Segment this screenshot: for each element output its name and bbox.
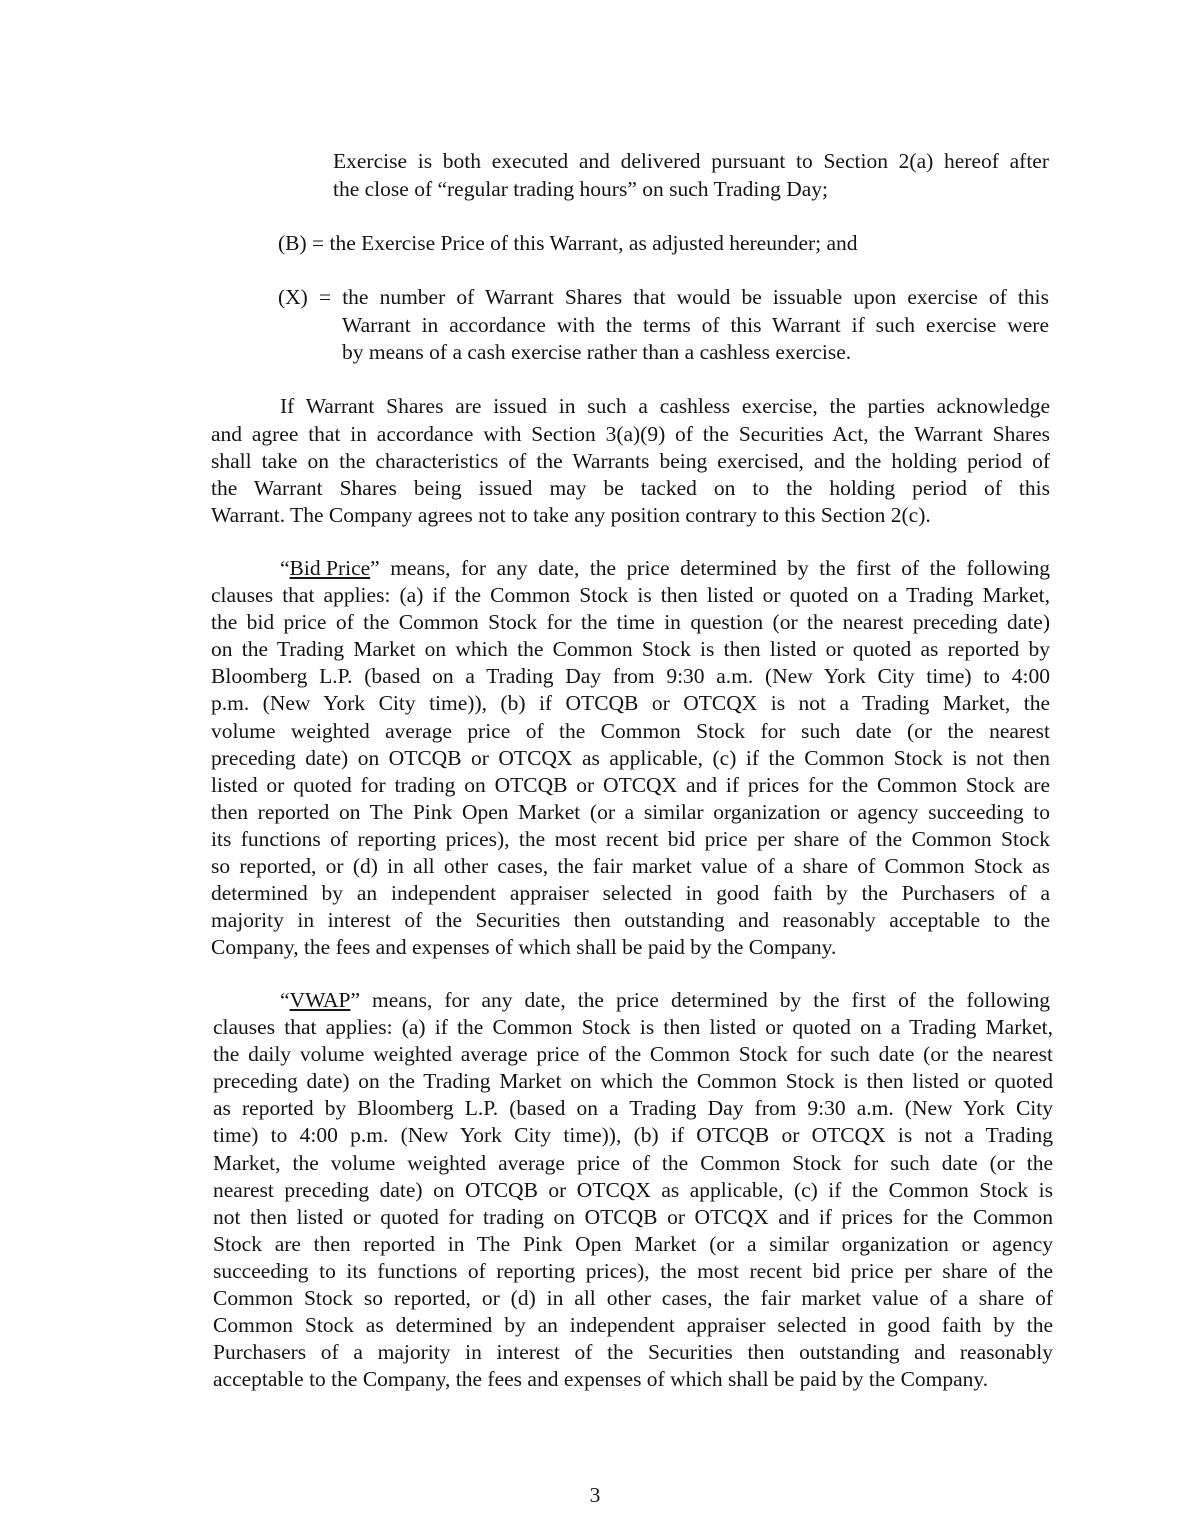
vwap-line: succeeding to its functions of reporting prices), the most recent bid price per share of the	[213, 1258, 1053, 1283]
vwap-first-line: ” means, for any date, the price determined by the first of the following	[350, 988, 1050, 1012]
bid-price-line: Company, the fees and expenses of which shall be paid by the Company.	[211, 935, 837, 960]
bid-price-line: its functions of reporting prices), the most recent bid price per share of the Common Stock	[211, 826, 1050, 851]
bid-price-line: on the Trading Market on which the Common Stock is then listed or quoted as reported by	[211, 637, 1050, 662]
continuation-line: the close of “regular trading hours” on such Trading Day;	[333, 177, 828, 201]
definition-x-line: by means of a cash exercise rather than a cashless exercise.	[342, 340, 852, 364]
bid-price-line: preceding date) on OTCQB or OTCQX as applicable, (c) if the Common Stock is not then	[211, 745, 1050, 770]
cashless-paragraph-line: If Warrant Shares are issued in such a cashless exercise, the parties acknowledge	[280, 394, 1050, 418]
vwap-line: as reported by Bloomberg L.P. (based on a Trading Day from 9:30 a.m. (New York City	[213, 1096, 1053, 1121]
vwap-line: the daily volume weighted average price of the Common Stock for such date (or the nearest	[213, 1042, 1053, 1067]
bid-price-line: determined by an independent appraiser selected in good faith by the Purchasers of a	[211, 881, 1050, 906]
bid-price-line: listed or quoted for trading on OTCQB or OTCQX and if prices for the Common Stock are	[211, 772, 1050, 797]
bid-price-line: clauses that applies: (a) if the Common Stock is then listed or quoted on a Trading Market,	[211, 583, 1050, 607]
vwap-term: VWAP	[289, 988, 351, 1012]
definition-x-line: (X) = the number of Warrant Shares that would be issuable upon exercise of this	[278, 285, 1049, 309]
open-quote: “	[280, 988, 290, 1012]
bid-price-line: majority in interest of the Securities then outstanding and reasonably acceptable to the	[211, 908, 1050, 933]
bid-price-line: Bloomberg L.P. (based on a Trading Day from 9:30 a.m. (New York City time) to 4:00	[211, 664, 1050, 689]
vwap-line: nearest preceding date) on OTCQB or OTCQX as applicable, (c) if the Common Stock is	[213, 1177, 1053, 1202]
bid-price-definition-start	[280, 555, 1050, 582]
vwap-definition-start	[280, 987, 1050, 1014]
continuation-line: Exercise is both executed and delivered pursuant to Section 2(a) hereof after	[333, 149, 1049, 173]
definition-x-line: Warrant in accordance with the terms of this Warrant if such exercise were	[342, 313, 1049, 337]
vwap-line: Common Stock so reported, or (d) in all other cases, the fair market value of a share of	[213, 1286, 1053, 1310]
cashless-paragraph-line: the Warrant Shares being issued may be tacked on to the holding period of this	[211, 476, 1050, 500]
bid-price-line: so reported, or (d) in all other cases, the fair market value of a share of Common Stock as	[211, 854, 1050, 878]
bid-price-line: the bid price of the Common Stock for the time in question (or the nearest preceding date)	[211, 610, 1050, 635]
cashless-paragraph-line: and agree that in accordance with Section 3(a)(9) of the Securities Act, the Warrant Shares	[211, 422, 1050, 446]
vwap-line: Common Stock as determined by an independent appraiser selected in good faith by the	[213, 1313, 1053, 1338]
vwap-line: clauses that applies: (a) if the Common Stock is then listed or quoted on a Trading Market,	[213, 1015, 1053, 1039]
page-number: 3	[589, 1483, 601, 1507]
bid-price-first-line: ” means, for any date, the price determined by the first of the following	[370, 556, 1050, 580]
cashless-paragraph-line: Warrant. The Company agrees not to take any position contrary to this Section 2(c).	[211, 503, 931, 527]
bid-price-term: Bid Price	[289, 556, 371, 580]
vwap-line: acceptable to the Company, the fees and expenses of which shall be paid by the Company.	[213, 1367, 989, 1392]
bid-price-line: volume weighted average price of the Common Stock for such date (or the nearest	[211, 718, 1050, 743]
vwap-line: time) to 4:00 p.m. (New York City time)), (b) if OTCQB or OTCQX is not a Trading	[213, 1123, 1053, 1148]
bid-price-line: then reported on The Pink Open Market (or a similar organization or agency succeeding to	[211, 799, 1050, 824]
definition-b: (B) = the Exercise Price of this Warrant, as adjusted hereunder; and	[278, 231, 858, 255]
vwap-line: not then listed or quoted for trading on OTCQB or OTCQX and if prices for the Common	[213, 1204, 1053, 1229]
vwap-line: Market, the volume weighted average price of the Common Stock for such date (or the	[213, 1150, 1053, 1175]
vwap-line: preceding date) on the Trading Market on which the Common Stock is then listed or quoted	[213, 1069, 1053, 1094]
open-quote: “	[280, 556, 290, 580]
cashless-paragraph-line: shall take on the characteristics of the Warrants being exercised, and the holding period of	[211, 449, 1050, 473]
bid-price-line: p.m. (New York City time)), (b) if OTCQB or OTCQX is not a Trading Market, the	[211, 691, 1050, 716]
vwap-line: Purchasers of a majority in interest of the Securities then outstanding and reasonably	[213, 1340, 1053, 1365]
vwap-line: Stock are then reported in The Pink Open Market (or a similar organization or agency	[213, 1231, 1053, 1256]
